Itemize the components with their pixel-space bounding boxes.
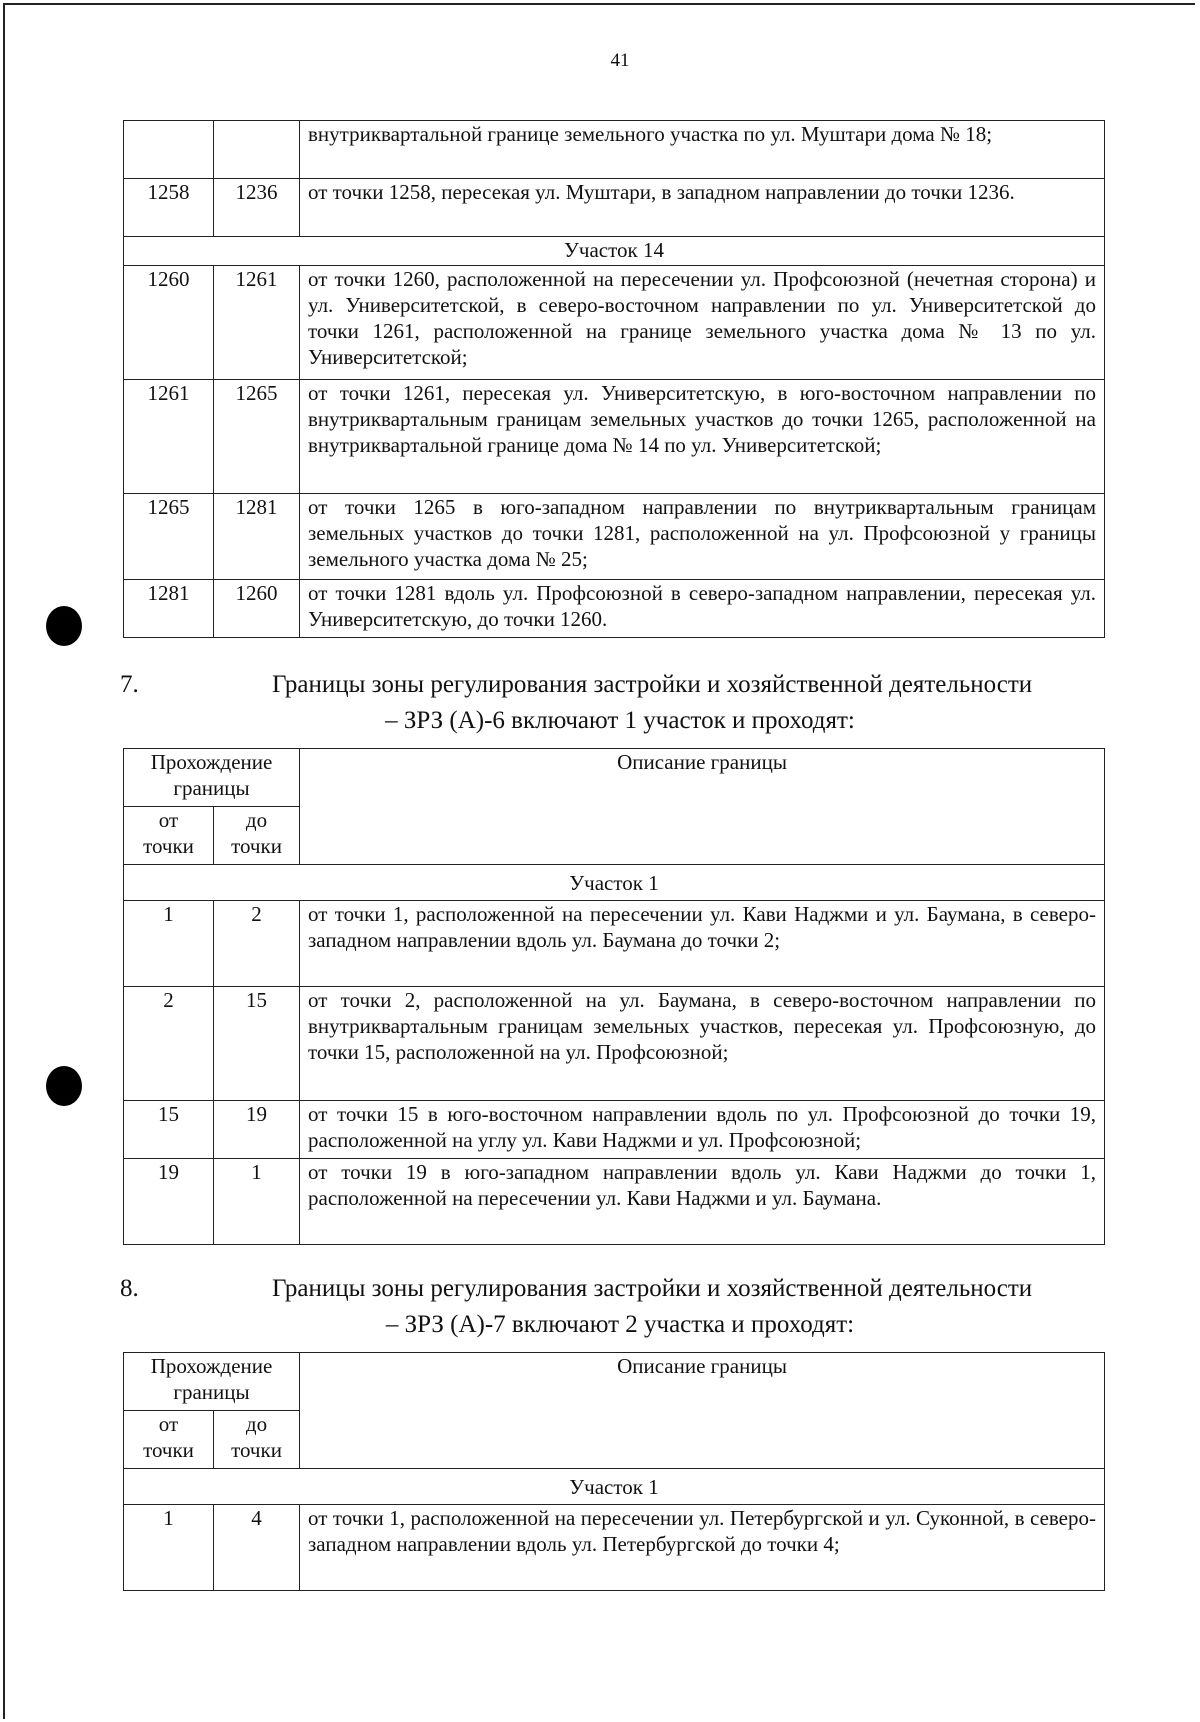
table-row	[124, 179, 1105, 237]
segment-label: Участок 1	[124, 1469, 1105, 1505]
table-row	[124, 494, 1105, 580]
boundary-table-zrz-a6	[123, 748, 1105, 1245]
from-point: 1	[124, 1505, 214, 1591]
boundary-description: от точки 1260, расположенной на пересечении ул. Профсоюзной (нечетная сторона) и ул. Университетской, в северо-восточном направлении по ул. Университетской до точки 1261, расположенной на границе земельного участка дома № 13 по ул. Университетской;	[300, 266, 1105, 380]
section-title-line2: – ЗРЗ (А)-7 включают 2 участка и проходят:	[385, 1311, 855, 1338]
section-title-line1: Границы зоны регулирования застройки и хозяйственной деятельности	[272, 1275, 1033, 1302]
segment-label: Участок 1	[124, 865, 1105, 901]
to-point: 15	[214, 987, 300, 1101]
boundary-description: от точки 2, расположенной на ул. Баумана, в северо-восточном направлении по внутриквартальным границам земельных участков, пересекая ул. Профсоюзную, до точки 15, расположенной на ул. Профсоюзной;	[300, 987, 1105, 1101]
to-point: 1	[214, 1159, 300, 1245]
segment-row	[124, 865, 1105, 901]
boundary-description: от точки 1281 вдоль ул. Профсоюзной в северо-западном направлении, пересекая ул. Университетскую, до точки 1260.	[300, 580, 1105, 638]
section-number: 8.	[120, 1275, 139, 1302]
boundary-description: от точки 1, расположенной на пересечении ул. Петербургской и ул. Суконной, в северо-западном направлении вдоль ул. Петербургской до точки 4;	[300, 1505, 1105, 1591]
from-point: 1258	[124, 179, 214, 237]
to-point: 1281	[214, 494, 300, 580]
boundary-description: от точки 19 в юго-западном направлении вдоль ул. Кави Наджми до точки 1, расположенной на пересечении ул. Кави Наджми и ул. Баумана.	[300, 1159, 1105, 1245]
header-to: до точки	[214, 1411, 300, 1469]
from-point: 1261	[124, 380, 214, 494]
from-point: 19	[124, 1159, 214, 1245]
segment-label: Участок 14	[124, 237, 1105, 266]
boundary-table-zrz-a7	[123, 1352, 1105, 1591]
segment-row	[124, 237, 1105, 266]
punch-hole-top	[46, 606, 82, 646]
section-title-line1: Границы зоны регулирования застройки и хозяйственной деятельности	[272, 671, 1033, 698]
to-point: 1261	[214, 266, 300, 380]
section-number: 7.	[120, 671, 139, 698]
table-row	[124, 987, 1105, 1101]
header-description: Описание границы	[300, 749, 1105, 865]
from-point	[124, 121, 214, 179]
header-passage: Прохождение границы	[124, 749, 300, 807]
header-from: от точки	[124, 1411, 214, 1469]
from-point: 1281	[124, 580, 214, 638]
table-row	[124, 1505, 1105, 1591]
from-point: 1	[124, 901, 214, 987]
table-row	[124, 266, 1105, 380]
section-title-line2: – ЗРЗ (А)-6 включают 1 участок и проходят:	[385, 707, 855, 734]
table-row	[124, 1159, 1105, 1245]
boundary-description: от точки 1258, пересекая ул. Муштари, в западном направлении до точки 1236.	[300, 179, 1105, 237]
header-description: Описание границы	[300, 1353, 1105, 1469]
boundary-description: от точки 1, расположенной на пересечении ул. Кави Наджми и ул. Баумана, в северо-западном направлении вдоль ул. Баумана до точки 2;	[300, 901, 1105, 987]
to-point: 4	[214, 1505, 300, 1591]
table-row	[124, 121, 1105, 179]
segment-row	[124, 1469, 1105, 1505]
boundary-description: от точки 1261, пересекая ул. Университетскую, в юго-восточном направлении по внутриквартальным границам земельных участков до точки 1265, расположенной на внутриквартальной границе дома № 14 по ул. Университетской;	[300, 380, 1105, 494]
punch-hole-bottom	[46, 1066, 82, 1106]
from-point: 1265	[124, 494, 214, 580]
to-point: 1265	[214, 380, 300, 494]
to-point: 19	[214, 1101, 300, 1159]
from-point: 2	[124, 987, 214, 1101]
to-point: 1236	[214, 179, 300, 237]
header-passage: Прохождение границы	[124, 1353, 300, 1411]
boundary-table-continued	[123, 120, 1105, 638]
table-row	[124, 580, 1105, 638]
boundary-description: от точки 15 в юго-восточном направлении вдоль по ул. Профсоюзной до точки 19, расположенной на углу ул. Кави Наджми и ул. Профсоюзной;	[300, 1101, 1105, 1159]
header-from: от точки	[124, 807, 214, 865]
to-point: 2	[214, 901, 300, 987]
to-point: 1260	[214, 580, 300, 638]
page-number: 41	[610, 50, 630, 71]
header-row	[124, 1353, 1105, 1411]
table-row	[124, 1101, 1105, 1159]
table-row	[124, 901, 1105, 987]
header-row	[124, 749, 1105, 807]
from-point: 15	[124, 1101, 214, 1159]
from-point: 1260	[124, 266, 214, 380]
header-to: до точки	[214, 807, 300, 865]
boundary-description: внутриквартальной границе земельного участка по ул. Муштари дома № 18;	[300, 121, 1105, 179]
to-point	[214, 121, 300, 179]
table-row	[124, 380, 1105, 494]
boundary-description: от точки 1265 в юго-западном направлении по внутриквартальным границам земельных участков до точки 1281, расположенной на ул. Профсоюзной у границы земельного участка дома № 25;	[300, 494, 1105, 580]
